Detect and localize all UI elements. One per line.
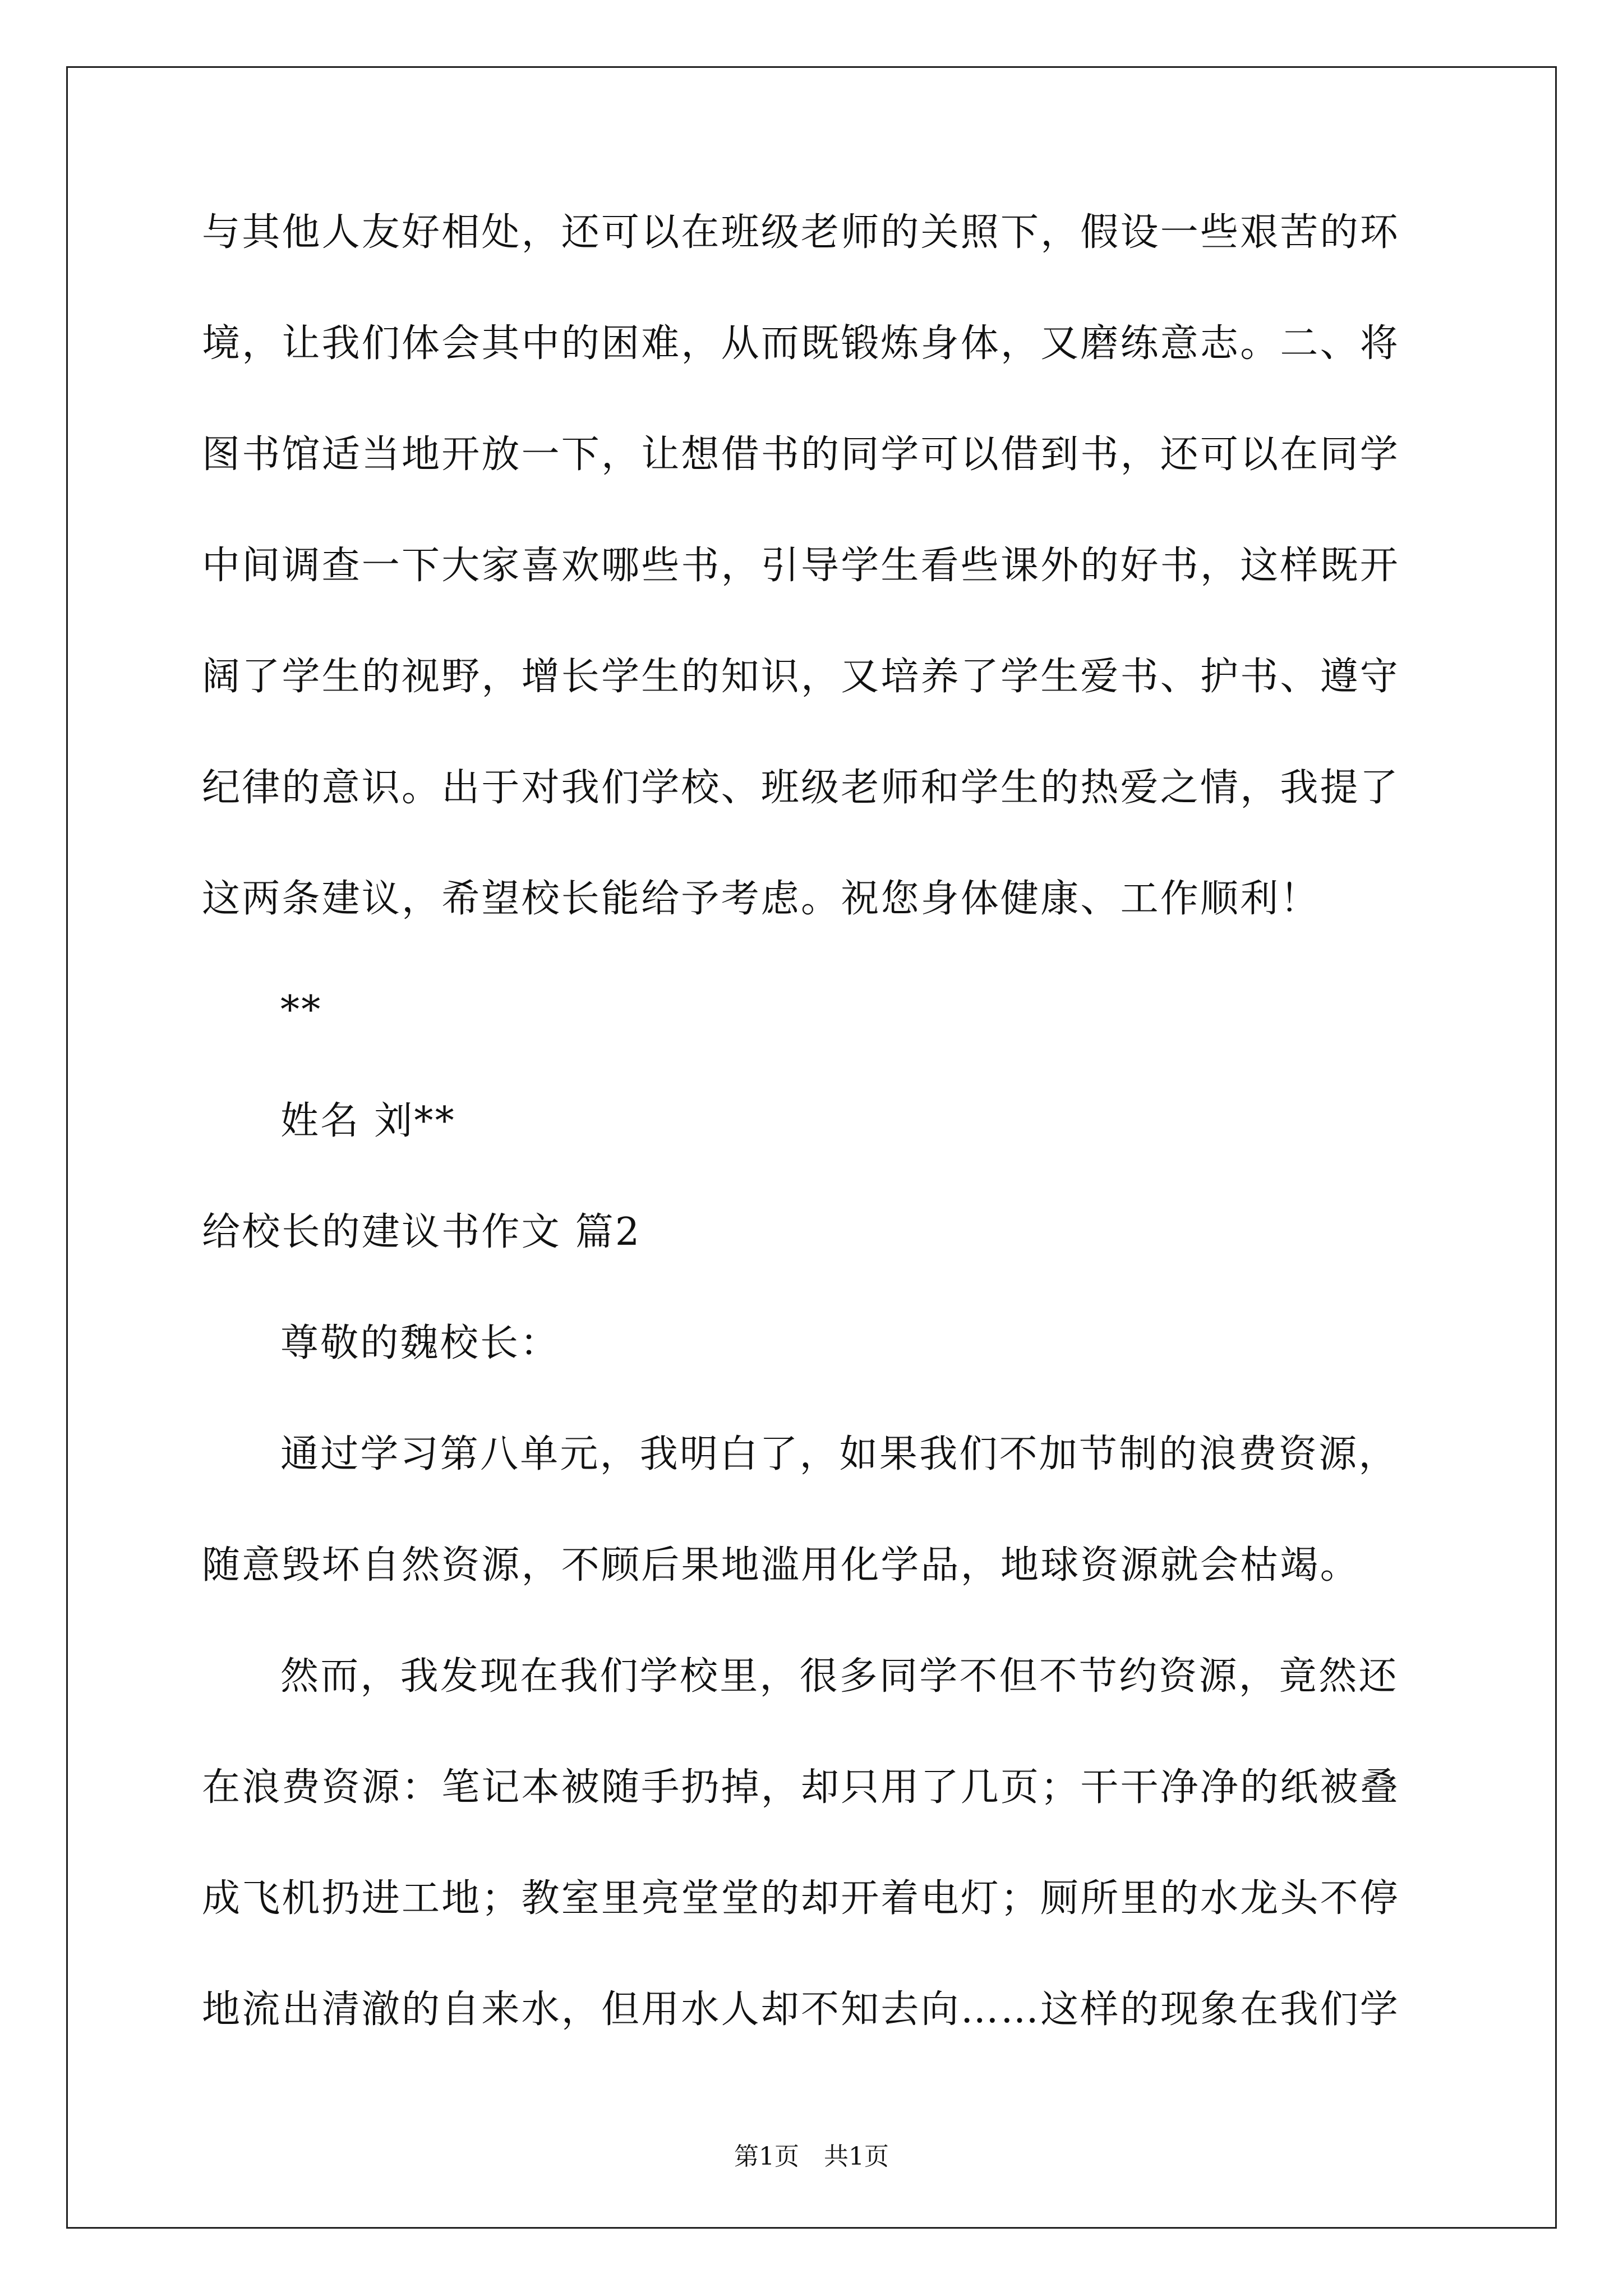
text-line: 地流出清澈的自来水，但用水人却不知去向……这样的现象在我们学 [202,1987,1400,2032]
text-line: 与其他人友好相处，还可以在班级老师的关照下，假设一些艰苦的环 [202,210,1400,255]
text-line: 中间调查一下大家喜欢哪些书，引导学生看些课外的好书，这样既开 [202,544,1400,588]
text-line: 阔了学生的视野，增长学生的知识，又培养了学生爱书、护书、遵守 [202,655,1400,699]
text-line: 纪律的意识。出于对我们学校、班级老师和学生的热爱之情，我提了 [202,766,1400,810]
text-line: 成飞机扔进工地；教室里亮堂堂的却开着电灯；厕所里的水龙头不停 [202,1876,1400,1921]
section-heading: 给校长的建议书作文 篇2 [202,1210,642,1254]
salutation: 尊敬的魏校长： [280,1321,560,1365]
text-line: 然而，我发现在我们学校里，很多同学不但不节约资源，竟然还 [280,1654,1399,1699]
signature-stars: ** [280,988,322,1032]
text-line: 通过学习第八单元，我明白了，如果我们不加节制的浪费资源， [280,1432,1399,1476]
text-line: 随意毁坏自然资源，不顾后果地滥用化学品，地球资源就会枯竭。 [202,1543,1360,1588]
text-line: 在浪费资源：笔记本被随手扔掉，却只用了几页；干干净净的纸被叠 [202,1765,1400,1810]
text-line: 这两条建议，希望校长能给予考虑。祝您身体健康、工作顺利！ [202,877,1320,921]
page-footer: 第1页 共1页 [734,2142,889,2171]
text-line: 境，让我们体会其中的困难，从而既锻炼身体，又磨练意志。二、将 [202,321,1400,366]
text-line: 图书馆适当地开放一下，让想借书的同学可以借到书，还可以在同学 [202,432,1400,477]
signature-name: 姓名 刘** [280,1099,456,1143]
